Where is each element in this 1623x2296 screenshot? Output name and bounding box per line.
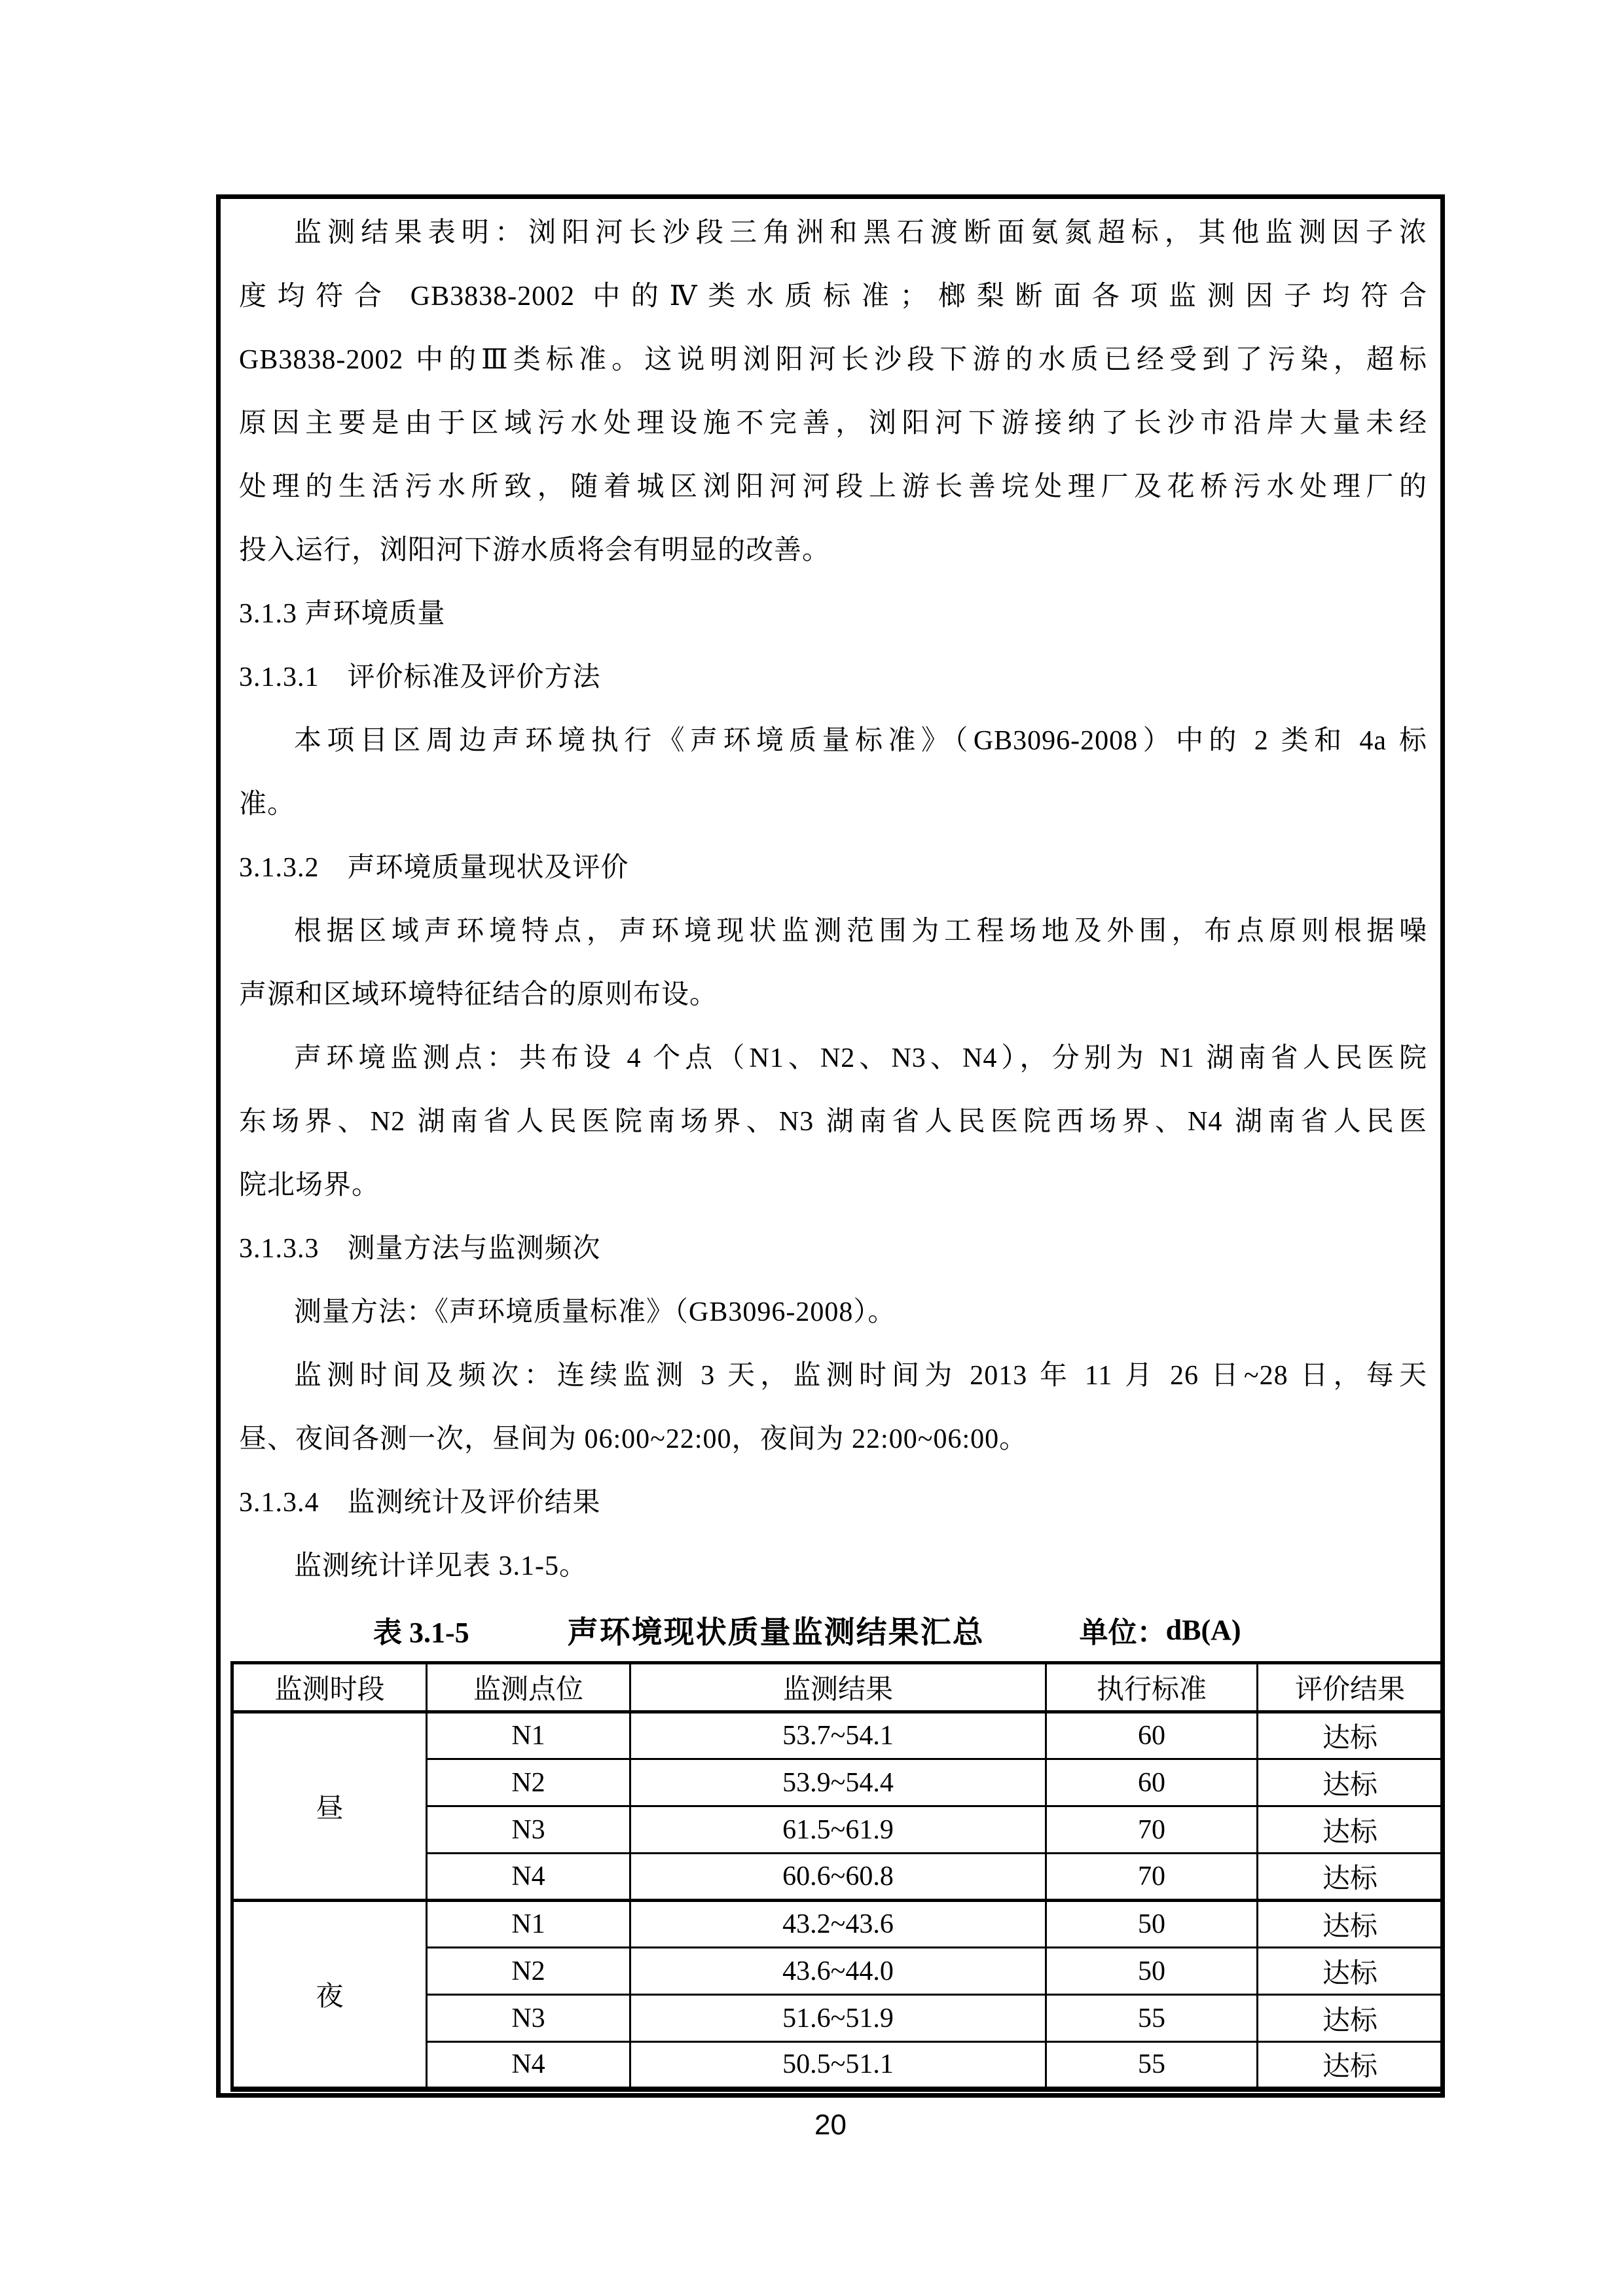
point-cell: N4	[427, 1854, 630, 1901]
evaluation-cell: 达标	[1258, 2042, 1444, 2089]
point-cell: N3	[427, 1806, 630, 1854]
header-cell-period: 监测时段	[232, 1663, 427, 1712]
page-number: 20	[814, 2109, 847, 2141]
result-cell: 50.5~51.1	[630, 2042, 1046, 2089]
standard-cell: 55	[1046, 1995, 1258, 2042]
body-text-line: 东场界、N2 湖南省人民医院南场界、N3 湖南省人民医院西场界、N4 湖南省人民医	[239, 1107, 1427, 1137]
header-cell-point: 监测点位	[427, 1663, 630, 1712]
header-cell-standard: 执行标准	[1046, 1663, 1258, 1712]
body-text-line: 监测结果表明：浏阳河长沙段三角洲和黑石渡断面氨氮超标，其他监测因子浓	[294, 218, 1427, 248]
table-row	[232, 1712, 1444, 1759]
header-cell-evaluation: 评价结果	[1258, 1663, 1444, 1712]
body-text-line: 准。	[239, 789, 296, 819]
evaluation-cell: 达标	[1258, 1948, 1444, 1995]
table-caption	[239, 1598, 1427, 1661]
result-cell: 43.2~43.6	[630, 1901, 1046, 1948]
evaluation-cell: 达标	[1258, 1759, 1444, 1806]
standard-cell: 70	[1046, 1854, 1258, 1901]
table-caption-label: 表 3.1-5	[373, 1617, 469, 1649]
body-text-line: 声环境监测点：共布设 4 个点（N1、N2、N3、N4），分别为 N1 湖南省人民医院	[294, 1043, 1427, 1073]
body-text-line: 监测时间及频次：连续监测 3 天，监测时间为 2013 年 11 月 26 日~28 日，每天	[294, 1361, 1427, 1391]
point-cell: N1	[427, 1901, 630, 1948]
table-caption-unit-value: dB(A)	[1165, 1613, 1241, 1646]
standard-cell: 55	[1046, 2042, 1258, 2089]
noise-monitoring-table	[230, 1661, 1445, 2092]
table-header-row	[232, 1663, 1444, 1712]
result-cell: 51.6~51.9	[630, 1995, 1046, 2042]
point-cell: N2	[427, 1948, 630, 1995]
result-cell: 61.5~61.9	[630, 1806, 1046, 1854]
body-text-line: 度均符合 GB3838-2002 中的Ⅳ类水质标准；榔梨断面各项监测因子均符合	[239, 281, 1427, 312]
result-cell: 43.6~44.0	[630, 1948, 1046, 1995]
body-text-line: 原因主要是由于区域污水处理设施不完善，浏阳河下游接纳了长沙市沿岸大量未经	[239, 408, 1427, 439]
body-text-line: 院北场界。	[239, 1170, 380, 1200]
period-cell-night: 夜	[232, 1901, 427, 2089]
body-text-line: 昼、夜间各测一次，昼间为 06:00~22:00，夜间为 22:00~06:00。	[239, 1424, 1028, 1454]
body-text-line: GB3838-2002 中的Ⅲ类标准。这说明浏阳河长沙段下游的水质已经受到了污染，超标	[239, 345, 1427, 375]
table-caption-title: 声环境现状质量监测结果汇总	[567, 1614, 985, 1649]
body-text-line: 声源和区域环境特征结合的原则布设。	[239, 980, 718, 1010]
body-text-line: 处理的生活污水所致，随着城区浏阳河河段上游长善垸处理厂及花桥污水处理厂的	[239, 472, 1427, 502]
evaluation-cell: 达标	[1258, 1901, 1444, 1948]
period-cell-day: 昼	[232, 1712, 427, 1901]
result-cell: 53.7~54.1	[630, 1712, 1046, 1759]
table-caption-unit-label: 单位：	[1079, 1617, 1166, 1649]
body-text-line: 投入运行，浏阳河下游水质将会有明显的改善。	[239, 535, 831, 565]
point-cell: N1	[427, 1712, 630, 1759]
standard-cell: 50	[1046, 1948, 1258, 1995]
body-text-line: 根据区域声环境特点，声环境现状监测范围为工程场地及外围，布点原则根据噪	[294, 916, 1427, 946]
section-heading: 3.1.3 声环境质量	[239, 599, 446, 629]
content-border-box	[216, 194, 1445, 2098]
evaluation-cell: 达标	[1258, 1806, 1444, 1854]
header-cell-result: 监测结果	[630, 1663, 1046, 1712]
evaluation-cell: 达标	[1258, 1854, 1444, 1901]
body-text-line: 监测统计详见表 3.1-5。	[294, 1551, 587, 1581]
point-cell: N4	[427, 2042, 630, 2089]
result-cell: 53.9~54.4	[630, 1759, 1046, 1806]
standard-cell: 50	[1046, 1901, 1258, 1948]
section-heading: 3.1.3.4 监测统计及评价结果	[239, 1488, 601, 1518]
evaluation-cell: 达标	[1258, 1995, 1444, 2042]
section-heading: 3.1.3.1 评价标准及评价方法	[239, 662, 601, 692]
standard-cell: 70	[1046, 1806, 1258, 1854]
body-text-line: 本项目区周边声环境执行《声环境质量标准》（GB3096-2008）中的 2 类和 4a 标	[294, 726, 1427, 756]
point-cell: N3	[427, 1995, 630, 2042]
evaluation-cell: 达标	[1258, 1712, 1444, 1759]
table-row	[232, 1901, 1444, 1948]
standard-cell: 60	[1046, 1712, 1258, 1759]
point-cell: N2	[427, 1759, 630, 1806]
section-heading: 3.1.3.3 测量方法与监测频次	[239, 1234, 601, 1264]
section-heading: 3.1.3.2 声环境质量现状及评价	[239, 853, 629, 883]
body-text-line: 测量方法：《声环境质量标准》（GB3096-2008）。	[294, 1297, 896, 1327]
standard-cell: 60	[1046, 1759, 1258, 1806]
result-cell: 60.6~60.8	[630, 1854, 1046, 1901]
